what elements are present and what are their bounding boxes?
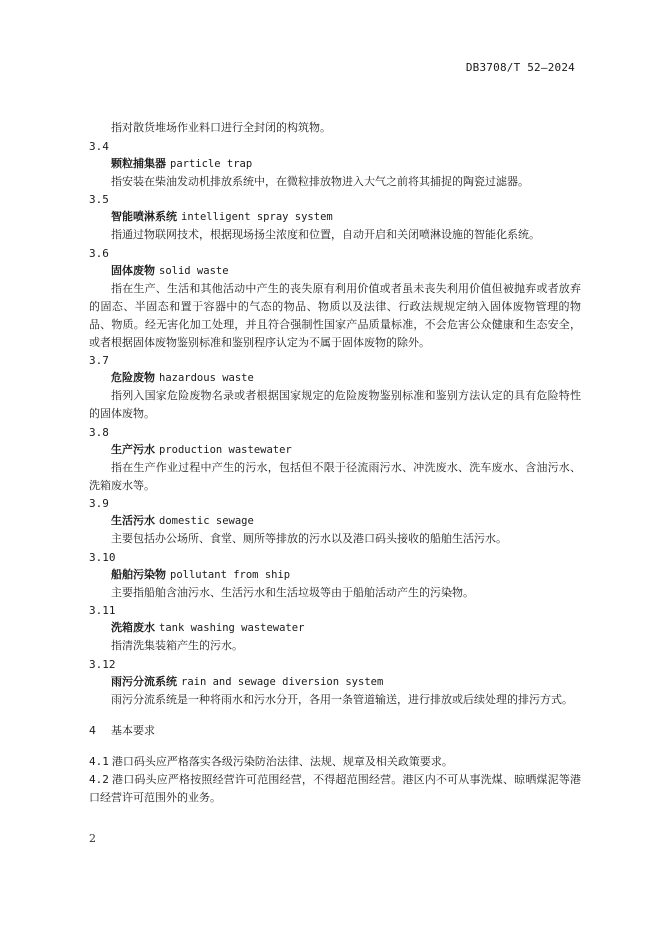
- term-definition: 指在生产、生活和其他活动中产生的丧失原有利用价值或者虽未丧失利用价值但被抛弃或者放弃的固态、半固态和置于容器中的气态的物品、物质以及法律、行政法规规定纳入固体废物管理的物品、物质。经无害化加工处理，并且符合强制性国家产品质量标准，不会危害公众健康和生态安全，或者根据固体废物鉴别标准和鉴别程序认定为不属于固体废物的除外。: [89, 281, 581, 349]
- term-zh: 船舶污染物: [111, 567, 166, 581]
- requirement-item: [89, 771, 581, 807]
- term-en: particle trap: [170, 157, 253, 170]
- term-entry: [89, 352, 581, 423]
- term-number: 3.7: [89, 354, 109, 367]
- term-en: intelligent spray system: [181, 211, 333, 223]
- term-definition: 指安装在柴油发动机排放系统中，在微粒排放物进入大气之前将其捕捉的陶瓷过滤器。: [111, 174, 529, 188]
- term-zh: 危险废物: [111, 371, 155, 384]
- main-content: [89, 119, 581, 807]
- term-en: solid waste: [159, 264, 229, 277]
- requirement-text: 港口码头应严格按照经营许可范围经营，不得超范围经营。港区内不可从事洗煤、晾晒煤泥等港口经营许可范围外的业务。: [89, 772, 581, 804]
- document-id: DB3708/T 52—2024: [465, 61, 575, 74]
- term-zh: 雨污分流系统: [111, 674, 177, 688]
- term-number: 3.10: [89, 550, 116, 564]
- term-entry: [89, 191, 581, 244]
- term-number: 3.8: [89, 425, 109, 439]
- term-entry: [89, 424, 581, 495]
- term-title: [89, 155, 581, 173]
- term-title: [89, 369, 581, 387]
- term-title: [89, 673, 581, 691]
- term-definition: 指清洗集装箱产生的污水。: [111, 639, 243, 652]
- term-en: production wastewater: [159, 443, 292, 456]
- term-zh: 洗箱废水: [111, 621, 155, 634]
- term-zh: 颗粒捕集器: [111, 156, 166, 170]
- term-entry: [89, 656, 581, 709]
- term-zh: 固体废物: [111, 263, 155, 277]
- requirement-item: [89, 753, 581, 771]
- term-title: [89, 208, 581, 226]
- term-zh: 生活污水: [111, 514, 155, 527]
- term-number: 3.12: [89, 657, 116, 671]
- term-title: [89, 262, 581, 280]
- term-definition: 指列入国家危险废物名录或者根据国家规定的危险废物鉴别标准和鉴别方法认定的具有危险特性的固体废物。: [89, 389, 581, 420]
- term-definition: 指通过物联网技术，根据现场扬尘浓度和位置，自动开启和关闭喷淋设施的智能化系统。: [111, 228, 540, 241]
- term-zh: 智能喷淋系统: [111, 210, 177, 223]
- chapter-heading: [89, 722, 581, 740]
- term-entry: [89, 549, 581, 602]
- requirement-number: 4.2: [89, 772, 109, 786]
- term-en: domestic sewage: [159, 515, 254, 527]
- chapter-title: 基本要求: [111, 723, 155, 737]
- term-entry: [89, 602, 581, 655]
- term-title: [89, 566, 581, 584]
- term-number: 3.11: [89, 604, 116, 617]
- term-number: 3.9: [89, 497, 109, 510]
- term-title: [89, 441, 581, 459]
- term-zh: 生产污水: [111, 442, 155, 456]
- term-number: 3.5: [89, 193, 109, 206]
- requirement-number: 4.1: [89, 754, 109, 768]
- term-entry: [89, 138, 581, 191]
- term-en: tank washing wastewater: [159, 622, 305, 634]
- term-en: hazardous waste: [159, 372, 254, 384]
- term-number: 3.4: [89, 139, 109, 153]
- term-definition: 雨污分流系统是一种将雨水和污水分开，各用一条管道输送，进行排放或后续处理的排污方式。: [111, 692, 573, 706]
- term-title: [89, 619, 581, 637]
- term-entry: [89, 245, 581, 352]
- term-definition: 主要指船舶含油污水、生活污水和生活垃圾等由于船舶活动产生的污染物。: [111, 585, 474, 599]
- term-title: [89, 512, 581, 530]
- term-entry: [89, 495, 581, 548]
- chapter-number: 4: [89, 723, 96, 737]
- page-number: 2: [89, 832, 96, 845]
- term-number: 3.6: [89, 246, 109, 260]
- term-en: pollutant from ship: [170, 568, 291, 581]
- term-definition: 主要包括办公场所、食堂、厕所等排放的污水以及港口码头接收的船舶生活污水。: [111, 532, 507, 545]
- requirement-text: 港口码头应严格落实各级污染防治法律、法规、规章及相关政策要求。: [111, 754, 453, 768]
- term-definition: 指在生产作业过程中产生的污水，包括但不限于径流雨污水、冲洗废水、洗车废水、含油污水、洗箱废水等。: [89, 460, 581, 492]
- intro-definition: 指对散货堆场作业料口进行全封闭的构筑物。: [111, 121, 331, 134]
- term-en: rain and sewage diversion system: [181, 675, 384, 688]
